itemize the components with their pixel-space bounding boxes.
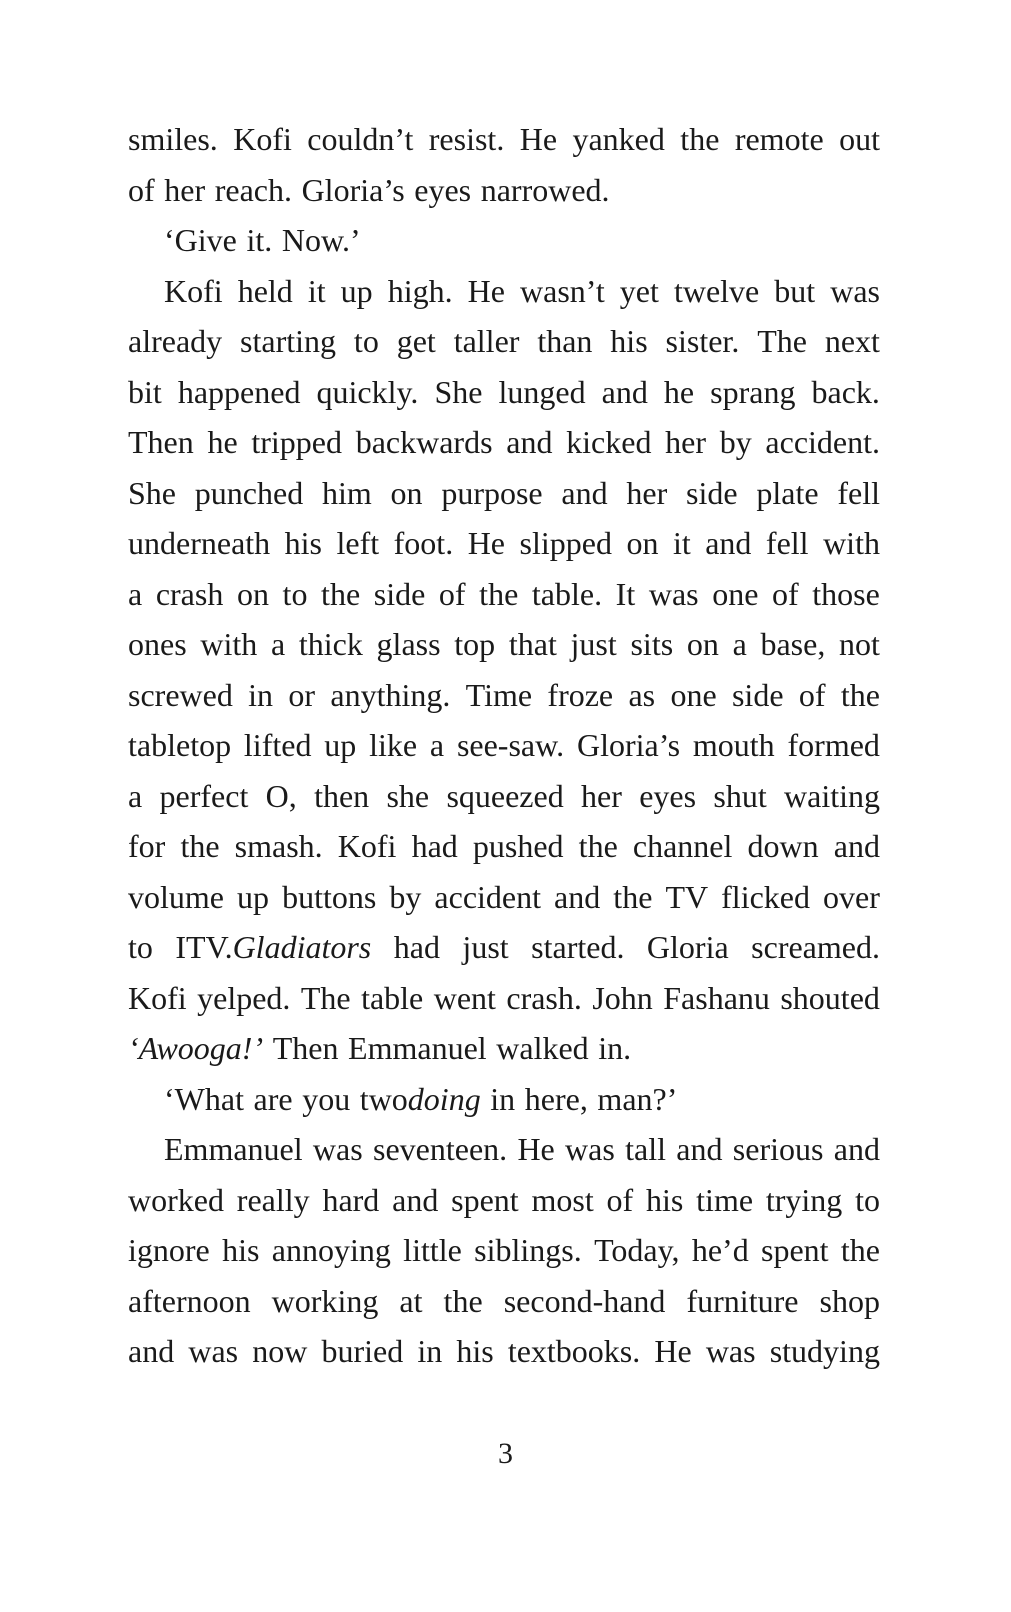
- text-line: [128, 316, 880, 367]
- word: a: [732, 626, 747, 662]
- word: the: [680, 121, 720, 157]
- word: eyes: [414, 171, 472, 208]
- text-line: [128, 518, 880, 569]
- word: he: [663, 373, 695, 410]
- word: his: [456, 1333, 494, 1369]
- word: one: [712, 575, 759, 612]
- word: than: [537, 323, 593, 359]
- word: froze: [547, 676, 614, 713]
- word: underneath: [128, 525, 271, 561]
- word: in: [417, 1333, 443, 1369]
- text-line: [128, 1175, 880, 1226]
- text-line: [128, 1074, 880, 1125]
- word: and: [833, 828, 880, 864]
- word: his: [646, 1181, 684, 1218]
- word: volume: [128, 878, 224, 915]
- word: the: [180, 828, 220, 864]
- word: and: [554, 878, 601, 915]
- text-line: [128, 1276, 880, 1327]
- word: side: [686, 474, 738, 511]
- word: textbooks.: [507, 1333, 641, 1369]
- word: tabletop: [128, 727, 232, 763]
- word: It: [615, 575, 636, 612]
- word: by: [389, 878, 422, 915]
- word: sister.: [665, 323, 740, 359]
- word: the: [578, 828, 618, 864]
- word: really: [236, 1181, 310, 1218]
- word: O,: [265, 777, 297, 814]
- word: was: [565, 1131, 615, 1167]
- word: Today,: [594, 1232, 680, 1268]
- word: ‘Give: [164, 222, 237, 258]
- word: Gloria’s: [576, 727, 681, 763]
- word: or: [288, 676, 316, 713]
- word: one: [670, 676, 717, 713]
- word: to: [855, 1181, 880, 1218]
- word: her: [581, 777, 622, 814]
- word: backwards: [355, 424, 493, 460]
- word: bit: [128, 373, 162, 410]
- word: The: [300, 979, 351, 1016]
- word: worked: [128, 1181, 224, 1218]
- word: eyes: [639, 777, 697, 814]
- text-line: [128, 821, 880, 872]
- word: Fashanu: [663, 979, 770, 1016]
- word: ‘What: [164, 1080, 244, 1117]
- word: top: [454, 626, 496, 662]
- word: screamed.: [751, 929, 880, 965]
- word: his: [222, 1232, 260, 1268]
- word: and: [601, 373, 648, 410]
- word: buttons: [282, 878, 377, 915]
- word: Then: [272, 1030, 339, 1066]
- word: squeezed: [446, 777, 564, 814]
- word: remote: [734, 121, 824, 157]
- word: of: [772, 575, 799, 612]
- word: her: [665, 424, 706, 460]
- word: plate: [756, 474, 819, 511]
- word: slipped: [519, 525, 612, 561]
- word: high.: [387, 272, 453, 309]
- word: of: [128, 171, 155, 208]
- word: the: [479, 575, 519, 612]
- word: Time: [465, 676, 533, 713]
- text-line: [128, 619, 880, 670]
- text-line: [128, 973, 880, 1024]
- word: to: [282, 575, 308, 612]
- word: spent: [761, 1232, 829, 1268]
- word: most: [531, 1181, 594, 1218]
- text-line: [128, 468, 880, 519]
- word: and: [833, 1131, 880, 1167]
- word: wasn’t: [520, 272, 605, 309]
- word: punched: [194, 474, 304, 511]
- word: TV: [665, 878, 709, 915]
- word: Gloria: [646, 929, 729, 965]
- text-line: [128, 720, 880, 771]
- text-line: [128, 1124, 880, 1175]
- word: buried: [321, 1333, 404, 1369]
- text-line: [128, 1023, 880, 1074]
- word: yelped.: [197, 979, 291, 1016]
- word: base,: [760, 626, 826, 662]
- word: side: [731, 676, 784, 713]
- text-line: [128, 872, 880, 923]
- word: second-hand: [503, 1282, 666, 1319]
- word: now: [252, 1333, 308, 1369]
- word: see-saw.: [456, 727, 565, 763]
- word: studying: [769, 1333, 880, 1369]
- word: resist.: [428, 121, 505, 157]
- text-line: [128, 165, 880, 216]
- word: the: [321, 575, 361, 612]
- word: it.: [246, 222, 273, 258]
- word: with: [823, 525, 880, 561]
- text-line: [128, 266, 880, 317]
- word: anything.: [330, 676, 451, 713]
- word: had: [393, 929, 440, 965]
- word: He: [467, 272, 505, 309]
- word: sits: [630, 626, 674, 662]
- word: those: [812, 575, 880, 612]
- word: a: [429, 727, 445, 763]
- word: screwed: [128, 676, 233, 713]
- word: perfect: [159, 777, 249, 814]
- text-line: [128, 1225, 880, 1276]
- word: just: [462, 929, 509, 965]
- word: ‘Awooga!’: [128, 1030, 264, 1066]
- word: are: [253, 1080, 293, 1117]
- text-line: [128, 417, 880, 468]
- word: next: [824, 323, 880, 359]
- word: crash.: [506, 979, 582, 1016]
- word: shouted: [780, 979, 880, 1016]
- word: on: [236, 575, 269, 612]
- word: to: [353, 323, 379, 359]
- word: went: [433, 979, 496, 1016]
- word: and: [561, 474, 608, 511]
- word: just: [570, 626, 617, 662]
- word: purpose: [441, 474, 543, 511]
- word: up: [324, 727, 357, 763]
- word: side: [373, 575, 426, 612]
- word: you: [302, 1080, 351, 1117]
- text-line: [128, 215, 880, 266]
- text-line: [128, 1326, 880, 1377]
- word: shop: [819, 1282, 880, 1319]
- word: and: [506, 424, 553, 460]
- word: of: [606, 1181, 634, 1218]
- word: Kofi: [337, 828, 397, 864]
- word: kicked: [566, 424, 652, 460]
- word: on: [626, 525, 659, 561]
- word: He: [519, 121, 558, 157]
- word: siblings.: [474, 1232, 582, 1268]
- text-line: [128, 569, 880, 620]
- word: he’d: [691, 1232, 749, 1268]
- word: then: [314, 777, 370, 814]
- word: happened: [177, 373, 301, 410]
- word: She: [128, 474, 176, 511]
- word: but: [774, 272, 816, 309]
- word: Then: [128, 424, 194, 460]
- word: yet: [619, 272, 659, 309]
- word: crash: [155, 575, 224, 612]
- word: starting: [240, 323, 337, 359]
- word: here,: [524, 1080, 588, 1117]
- word: taller: [453, 323, 520, 359]
- word: working: [271, 1282, 379, 1319]
- word: twodoing: [359, 1080, 481, 1117]
- word: the: [840, 1232, 880, 1268]
- word: a: [270, 626, 286, 662]
- word: and: [705, 525, 752, 561]
- word: his: [610, 323, 648, 359]
- text-line: [128, 922, 880, 973]
- word: on: [390, 474, 423, 511]
- word: not: [839, 626, 880, 662]
- word: accident.: [765, 424, 880, 460]
- word: in: [490, 1080, 516, 1117]
- text-line: [128, 670, 880, 721]
- word: hard: [322, 1181, 380, 1218]
- word: down: [747, 828, 819, 864]
- word: flicked: [721, 878, 810, 915]
- word: get: [396, 323, 436, 359]
- word: He: [517, 1131, 555, 1167]
- word: lifted: [243, 727, 312, 763]
- word: up: [237, 878, 270, 915]
- word: yanked: [572, 121, 665, 157]
- word: was: [188, 1333, 239, 1369]
- word: Kofi: [233, 121, 292, 157]
- word: with: [200, 626, 258, 662]
- word: back.: [811, 373, 880, 410]
- word: in.: [598, 1030, 632, 1066]
- word: tripped: [251, 424, 342, 460]
- word: was: [312, 1131, 363, 1167]
- word: like: [369, 727, 418, 763]
- word: waiting: [784, 777, 880, 814]
- word: already: [128, 323, 223, 359]
- text-line: [128, 367, 880, 418]
- word: ones: [128, 626, 187, 662]
- word: table.: [531, 575, 603, 612]
- word: him: [321, 474, 372, 511]
- word: mouth: [692, 727, 775, 763]
- word: was: [648, 575, 699, 612]
- word: glass: [376, 626, 441, 662]
- word: She: [434, 373, 483, 410]
- word: she: [386, 777, 430, 814]
- word: and: [676, 1131, 723, 1167]
- word: as: [628, 676, 656, 713]
- word: by: [719, 424, 752, 460]
- word: held: [237, 272, 293, 309]
- word: pushed: [472, 828, 564, 864]
- word: walked: [496, 1030, 589, 1066]
- word: quickly.: [316, 373, 419, 410]
- body-text: [128, 114, 880, 1377]
- word: the: [443, 1282, 483, 1319]
- word: of: [798, 676, 826, 713]
- page-number: 3: [498, 1437, 513, 1470]
- word: at: [399, 1282, 423, 1319]
- word: tall: [625, 1131, 666, 1167]
- word: formed: [787, 727, 880, 763]
- word: annoying: [271, 1232, 391, 1268]
- word: over: [823, 878, 880, 915]
- word: lunged: [498, 373, 586, 410]
- word: the: [840, 676, 880, 713]
- word: He: [654, 1333, 692, 1369]
- word: on: [686, 626, 719, 662]
- word: that: [508, 626, 557, 662]
- word: serious: [732, 1131, 824, 1167]
- word: John: [592, 979, 653, 1016]
- word: for: [128, 828, 166, 864]
- word: He: [467, 525, 505, 561]
- word: her: [164, 171, 206, 208]
- word: reach.: [214, 171, 292, 208]
- word: to: [128, 929, 153, 965]
- word: smash.: [234, 828, 323, 864]
- text-line: [128, 114, 880, 165]
- word: was: [830, 272, 880, 309]
- word: of: [438, 575, 466, 612]
- word: Emmanuel: [348, 1030, 487, 1066]
- word: ITV.Gladiators: [175, 929, 372, 965]
- word: twelve: [673, 272, 760, 309]
- word: in: [248, 676, 274, 713]
- word: Kofi: [164, 272, 223, 309]
- word: it: [307, 272, 326, 309]
- word: ignore: [128, 1232, 210, 1268]
- word: started.: [531, 929, 625, 965]
- word: The: [757, 323, 807, 359]
- word: up: [340, 272, 373, 309]
- word: little: [403, 1232, 462, 1268]
- word: he: [207, 424, 238, 460]
- word: foot.: [393, 525, 454, 561]
- word: out: [839, 121, 880, 157]
- word: shut: [713, 777, 767, 814]
- word: afternoon: [128, 1282, 251, 1319]
- word: thick: [298, 626, 363, 662]
- word: man?’: [597, 1080, 678, 1117]
- word: couldn’t: [307, 121, 414, 157]
- word: and: [128, 1333, 175, 1369]
- word: furniture: [686, 1282, 799, 1319]
- word: accident: [434, 878, 541, 915]
- word: sprang: [710, 373, 796, 410]
- text-line: [128, 771, 880, 822]
- word: narrowed.: [480, 171, 610, 208]
- word: the: [613, 878, 653, 915]
- word: Kofi: [128, 979, 187, 1016]
- word: channel: [632, 828, 733, 864]
- word: a: [128, 575, 143, 612]
- word: seventeen.: [372, 1131, 508, 1167]
- word: a: [128, 777, 143, 814]
- word: Emmanuel: [164, 1131, 303, 1167]
- word: had: [411, 828, 458, 864]
- word: and: [392, 1181, 439, 1218]
- word: Gloria’s: [301, 171, 405, 208]
- word: left: [336, 525, 380, 561]
- word: was: [705, 1333, 756, 1369]
- word: her: [626, 474, 668, 511]
- word: fell: [765, 525, 809, 561]
- word: fell: [837, 474, 880, 511]
- word: Now.’: [281, 222, 361, 258]
- word: smiles.: [128, 121, 218, 157]
- word: trying: [765, 1181, 843, 1218]
- word: spent: [451, 1181, 519, 1218]
- word: table: [361, 979, 424, 1016]
- word: it: [672, 525, 691, 561]
- word: his: [284, 525, 322, 561]
- word: time: [696, 1181, 754, 1218]
